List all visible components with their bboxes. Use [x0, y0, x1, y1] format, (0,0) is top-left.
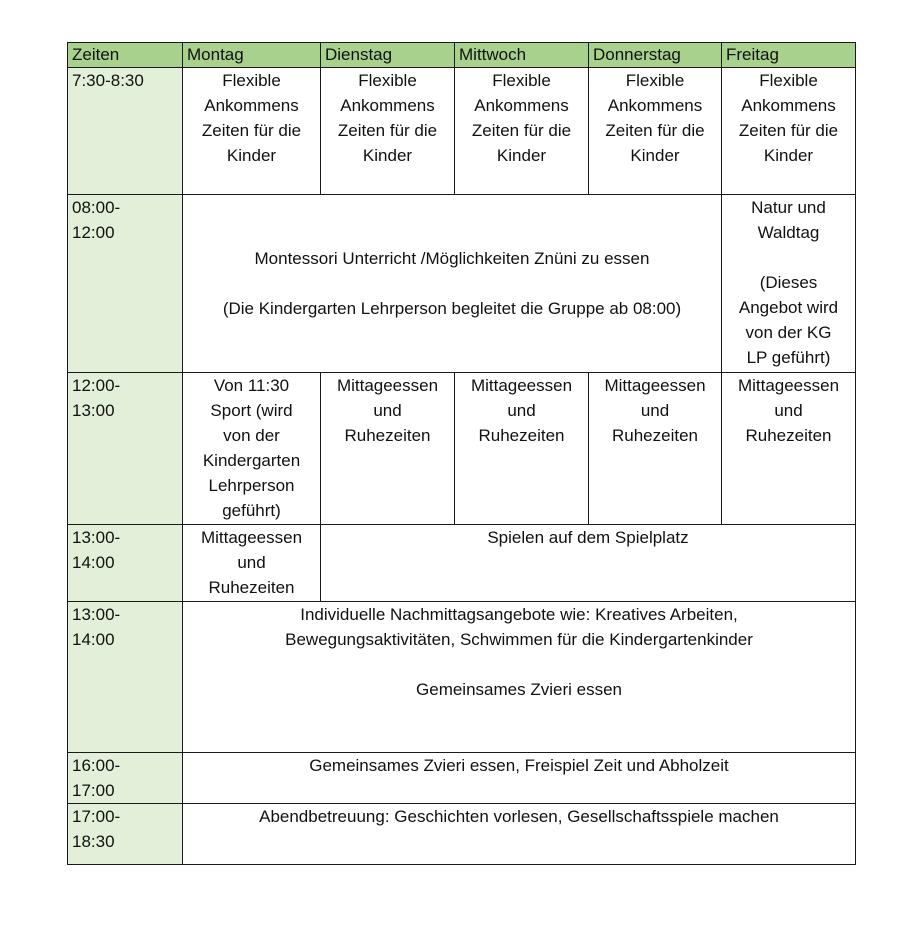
line: Flexible — [222, 71, 281, 90]
line: Mittageessen — [604, 376, 706, 395]
header-row — [68, 43, 856, 68]
line: und — [237, 553, 266, 572]
line: Kinder — [362, 146, 413, 165]
line: Kinder — [630, 146, 680, 165]
line: Zeiten für die — [738, 121, 839, 140]
line: Natur und — [751, 198, 826, 217]
line: Ruhezeiten — [611, 426, 698, 445]
line: Ruhezeiten — [745, 426, 832, 445]
cell-friday-nature — [722, 195, 856, 373]
row-midday — [68, 373, 856, 525]
cell-playground: Spielen auf dem Spielplatz — [321, 525, 856, 602]
cell-thursday — [589, 373, 722, 525]
row-afternoon — [68, 602, 856, 753]
header-friday: Freitag — [722, 43, 856, 68]
line: (Die Kindergarten Lehrperson begleitet die Gruppe ab 08:00) — [222, 299, 682, 318]
cell-thursday — [589, 68, 722, 195]
time-cell — [68, 804, 183, 865]
time-start: 16:00- — [72, 756, 121, 775]
line: Angebot wird — [738, 298, 839, 317]
line: Mittageessen — [470, 376, 573, 395]
line: Zeiten für die — [337, 121, 438, 140]
line: Zeiten für die — [471, 121, 572, 140]
schedule-table — [67, 42, 856, 865]
header-thursday: Donnerstag — [589, 43, 722, 68]
line: Kinder — [763, 146, 814, 165]
time-end: 14:00 — [72, 553, 115, 572]
line: Individuelle Nachmittagsangebote wie: Kreatives Arbeiten, — [300, 605, 738, 624]
cell-tuesday — [321, 68, 455, 195]
line: Ankommens — [204, 96, 299, 115]
row-early-afternoon — [68, 525, 856, 602]
line: (Dieses — [759, 273, 818, 292]
cell-evening: Abendbetreuung: Geschichten vorlesen, Gesellschaftsspiele machen — [183, 804, 856, 865]
time-cell: 7:30-8:30 — [68, 68, 183, 195]
cell-wednesday — [455, 373, 589, 525]
line: Montessori Unterricht /Möglichkeiten Znüni zu essen — [254, 249, 650, 268]
line: LP geführt) — [746, 348, 831, 367]
line: und — [373, 401, 402, 420]
time-cell — [68, 753, 183, 804]
cell-monday — [183, 68, 321, 195]
line: und — [507, 401, 536, 420]
time-cell — [68, 602, 183, 753]
time-cell — [68, 195, 183, 373]
time-end: 13:00 — [72, 401, 115, 420]
line: Zeiten für die — [605, 121, 705, 140]
line: Ankommens — [474, 96, 569, 115]
line: Ankommens — [340, 96, 435, 115]
line: Sport (wird — [210, 401, 293, 420]
line: und — [640, 401, 670, 420]
line: Ankommens — [607, 96, 703, 115]
row-morning — [68, 195, 856, 373]
line: Bewegungsaktivitäten, Schwimmen für die Kindergartenkinder — [285, 630, 753, 649]
time-end: 14:00 — [72, 630, 115, 649]
time-start: 17:00- — [72, 807, 121, 826]
time-end: 17:00 — [72, 781, 115, 800]
header-tuesday: Dienstag — [321, 43, 455, 68]
time-end: 18:30 — [72, 832, 115, 851]
header-wednesday: Mittwoch — [455, 43, 589, 68]
line: Gemeinsames Zvieri essen — [416, 680, 622, 699]
time-end: 12:00 — [72, 223, 115, 242]
line: Flexible — [358, 71, 417, 90]
line: von der KG — [745, 323, 832, 342]
line: Kinder — [226, 146, 277, 165]
row-evening — [68, 804, 856, 865]
line: Ankommens — [741, 96, 836, 115]
line: Ruhezeiten — [478, 426, 565, 445]
line: Mittageessen — [737, 376, 840, 395]
line: Mittageessen — [200, 528, 303, 547]
header-monday: Montag — [183, 43, 321, 68]
line: Flexible — [492, 71, 551, 90]
time-start: 12:00- — [72, 376, 121, 395]
line: Flexible — [759, 71, 818, 90]
line: Kindergarten — [202, 451, 301, 470]
cell-wednesday — [455, 68, 589, 195]
line: geführt) — [222, 501, 281, 520]
time-start: 13:00- — [72, 528, 121, 547]
row-arrival — [68, 68, 856, 195]
cell-montessori — [183, 195, 722, 373]
line: Flexible — [625, 71, 685, 90]
row-pickup — [68, 753, 856, 804]
time-start: 13:00- — [72, 605, 121, 624]
time-cell — [68, 525, 183, 602]
cell-afternoon-activities — [183, 602, 856, 753]
line: Ruhezeiten — [344, 426, 431, 445]
line: Mittageessen — [336, 376, 439, 395]
line: Von 11:30 — [213, 376, 290, 395]
cell-friday — [722, 373, 856, 525]
time-start: 08:00- — [72, 198, 121, 217]
line: Ruhezeiten — [208, 578, 295, 597]
line: Lehrperson — [208, 476, 295, 495]
cell-pickup: Gemeinsames Zvieri essen, Freispiel Zeit und Abholzeit — [183, 753, 856, 804]
line: und — [774, 401, 803, 420]
line: Waldtag — [757, 223, 820, 242]
cell-monday-lunch — [183, 525, 321, 602]
time-cell — [68, 373, 183, 525]
header-time: Zeiten — [68, 43, 183, 68]
line: Zeiten für die — [201, 121, 302, 140]
cell-friday — [722, 68, 856, 195]
cell-monday-sport — [183, 373, 321, 525]
line: Kinder — [496, 146, 547, 165]
line: von der — [223, 426, 280, 445]
cell-tuesday — [321, 373, 455, 525]
